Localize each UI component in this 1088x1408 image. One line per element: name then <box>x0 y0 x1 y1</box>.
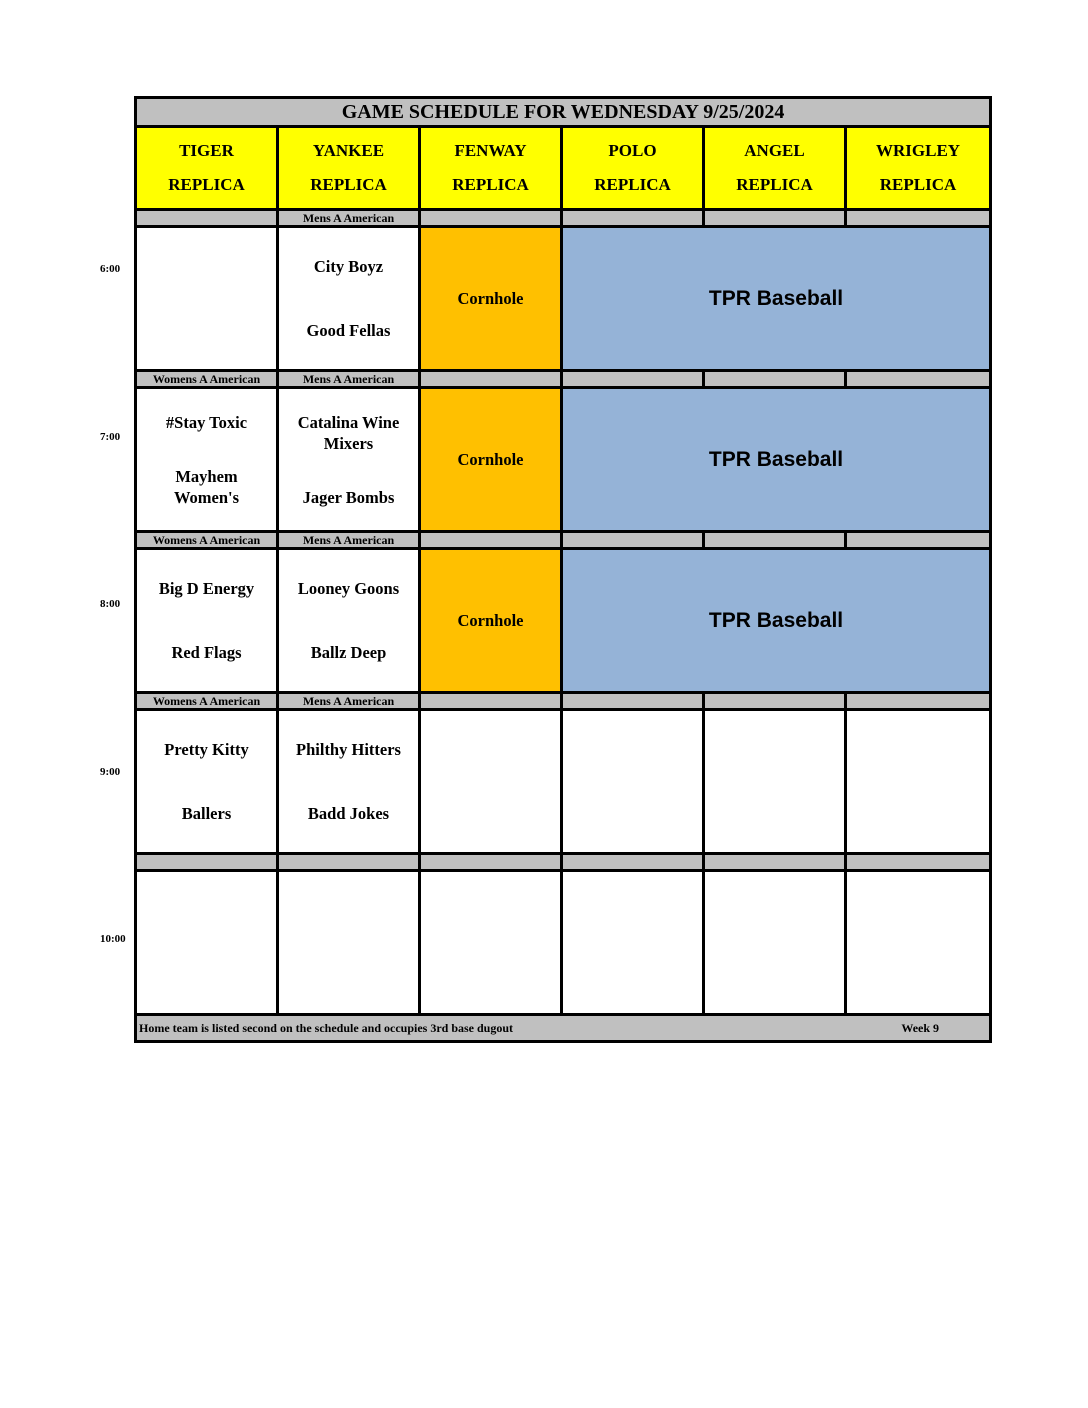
empty-cell <box>562 710 704 854</box>
time-slot-row <box>136 549 991 693</box>
footer-row <box>136 1015 991 1042</box>
league-label: Womens A American <box>136 371 278 388</box>
time-slot-row <box>136 871 991 1015</box>
tpr-baseball-cell: TPR Baseball <box>562 227 991 371</box>
time-label: 6:00 <box>100 263 121 275</box>
time-label: 10:00 <box>100 933 126 945</box>
empty-cell <box>420 871 562 1015</box>
footer-note: Home team is listed second on the schedule and occupies 3rd base dugout <box>139 1020 514 1035</box>
cornhole-cell: Cornhole <box>420 549 562 693</box>
team-name: Big D Energy <box>158 578 255 598</box>
time-label: 8:00 <box>100 598 121 610</box>
field-header-wrigley: WRIGLEY REPLICA <box>846 127 991 210</box>
schedule-title: GAME SCHEDULE FOR WEDNESDAY 9/25/2024 <box>136 98 991 127</box>
league-row <box>136 854 991 871</box>
schedule-table <box>134 96 992 1043</box>
field-header-tiger: TIGER REPLICA <box>136 127 278 210</box>
tpr-baseball-cell: TPR Baseball <box>562 388 991 532</box>
team-name: Philthy Hitters <box>296 739 401 759</box>
empty-cell <box>704 871 846 1015</box>
team-name: Pretty Kitty <box>164 739 249 759</box>
game-cell-yankee <box>278 549 420 693</box>
field-header-polo: POLO REPLICA <box>562 127 704 210</box>
league-row <box>136 693 991 710</box>
time-label: 7:00 <box>100 431 121 443</box>
empty-cell <box>704 710 846 854</box>
league-row <box>136 371 991 388</box>
team-name: Ballers <box>181 804 232 824</box>
team-name: Ballz Deep <box>310 643 387 663</box>
team-name: Looney Goons <box>297 578 400 598</box>
game-cell-tiger <box>136 549 278 693</box>
league-row <box>136 210 991 227</box>
league-label: Mens A American <box>278 371 420 388</box>
team-name: #Stay Toxic <box>165 412 248 432</box>
game-cell-yankee <box>278 710 420 854</box>
field-header-fenway: FENWAY REPLICA <box>420 127 562 210</box>
field-header-row <box>136 127 991 210</box>
game-cell-yankee <box>278 227 420 371</box>
time-slot-row <box>136 227 991 371</box>
team-name: Good Fellas <box>306 321 391 341</box>
time-slot-row <box>136 388 991 532</box>
empty-cell <box>278 871 420 1015</box>
empty-cell <box>136 871 278 1015</box>
team-name: Catalina Wine Mixers <box>297 412 400 453</box>
game-cell-tiger <box>136 227 278 371</box>
league-row <box>136 532 991 549</box>
team-name: Jager Bombs <box>302 487 395 507</box>
team-name: Badd Jokes <box>307 804 390 824</box>
league-label: Mens A American <box>278 210 420 227</box>
empty-cell <box>562 871 704 1015</box>
field-header-angel: ANGEL REPLICA <box>704 127 846 210</box>
time-slot-row <box>136 710 991 854</box>
empty-cell <box>420 710 562 854</box>
time-label: 9:00 <box>100 766 121 778</box>
cornhole-cell: Cornhole <box>420 388 562 532</box>
game-cell-tiger <box>136 710 278 854</box>
tpr-baseball-cell: TPR Baseball <box>562 549 991 693</box>
cornhole-cell: Cornhole <box>420 227 562 371</box>
game-cell-tiger <box>136 388 278 532</box>
game-cell-yankee <box>278 388 420 532</box>
team-name: City Boyz <box>313 256 384 276</box>
title-row <box>136 98 991 127</box>
team-name: Mayhem Women's <box>173 466 240 507</box>
league-label: Womens A American <box>136 532 278 549</box>
league-label: Mens A American <box>278 532 420 549</box>
empty-cell <box>846 871 991 1015</box>
week-label: Week 9 <box>901 1020 940 1035</box>
team-name: Red Flags <box>171 643 242 663</box>
league-label: Mens A American <box>278 693 420 710</box>
empty-cell <box>846 710 991 854</box>
league-label: Womens A American <box>136 693 278 710</box>
field-header-yankee: YANKEE REPLICA <box>278 127 420 210</box>
league-label <box>136 210 278 227</box>
